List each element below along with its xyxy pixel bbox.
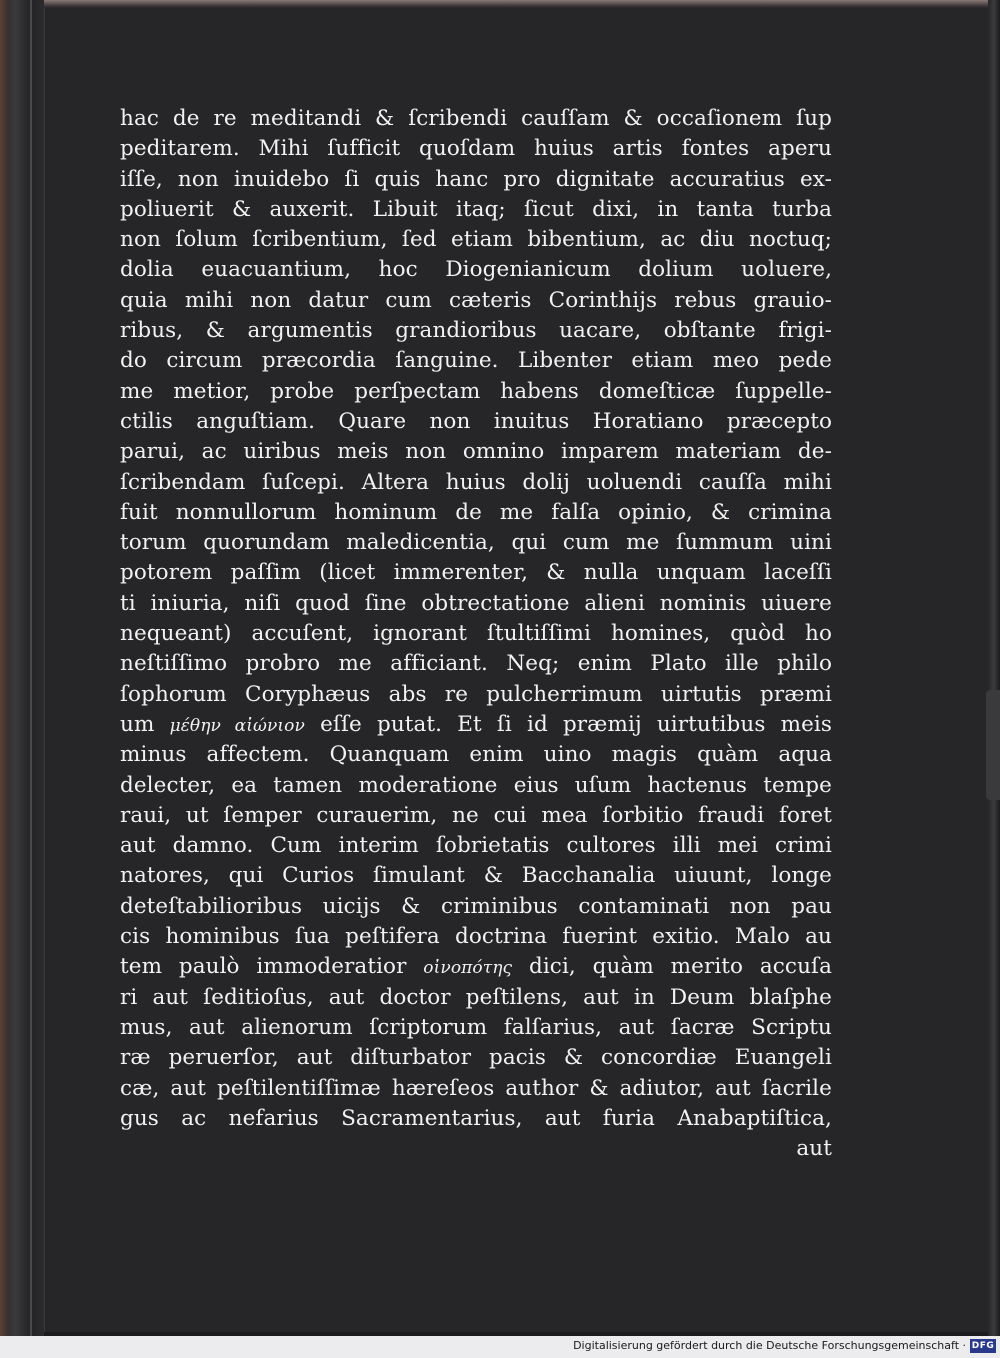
text-line-33: cæ, aut peſtilentiſſimæ hæreſeos author & adiutor, aut ſacrile: [120, 1075, 832, 1101]
greek-word: οἰνοπότης: [423, 958, 513, 979]
spine-line: [30, 0, 32, 1336]
footer-bar: [0, 1336, 1000, 1358]
catchword: aut: [796, 1136, 832, 1162]
text-line-26: natores, qui Curios ſimulant & Bacchanalia uiuunt, longe: [120, 863, 832, 889]
page-right-edge: [988, 0, 1000, 1336]
text-line-5: non ſolum ſcribentium, ſed etiam bibentium, ac diu noctuq;: [120, 227, 832, 253]
book-spine-edge: [0, 0, 44, 1336]
text-line-24: raui, ut ſemper curauerim, ne cui mea ſorbitio fraudi foret: [120, 802, 832, 828]
text-line-6: dolia euacuantium, hoc Diogenianicum dolium uoluere,: [120, 257, 832, 283]
text-line-8: ribus, & argumentis grandioribus uacare, obſtante frigi-: [120, 318, 832, 344]
text-line-7: quia mihi non datur cum cæteris Corinthijs rebus grauio-: [120, 287, 832, 313]
page-tab: [986, 690, 1000, 800]
text-line-21: [120, 710, 832, 740]
page-text: [120, 104, 832, 1164]
text-line-14: fuit nonnullorum hominum de me falſa opinio, & crimina: [120, 499, 832, 525]
text-line-12: parui, ac uiribus meis non omnino imparem materiam de-: [120, 439, 832, 465]
text-line-23: delecter, ea tamen moderatione eius uſum hactenus tempe: [120, 772, 832, 798]
text-line-4: poliuerit & auxerit. Libuit itaq; ſicut dixi, in tanta turba: [120, 196, 832, 222]
text-line-29-end: dici, quàm merito accuſa: [528, 954, 833, 980]
page-top-edge: [44, 0, 1000, 8]
text-line-34: gus ac nefarius Sacramentarius, aut furia Anabaptiſtica,: [120, 1105, 832, 1131]
dfg-logo: DFG: [971, 1341, 995, 1351]
text-line-25: aut damno. Cum interim ſobrietatis cultores illi mei crimi: [120, 833, 832, 859]
greek-phrase: μέθην αἰώνιον: [169, 715, 305, 736]
text-line-2: peditarem. Mihi ſufficit quoſdam huius artis fontes aperu: [120, 136, 832, 162]
text-line-20: ſophorum Coryphæus abs re pulcherrimum uirtutis præmi: [120, 681, 832, 707]
text-line-18: nequeant) accuſent, ignorant ſtultiſſimi homines, quòd ho: [120, 621, 832, 647]
text-line-29: [120, 952, 832, 982]
text-line-31: mus, aut alienorum ſcriptorum falſarius, aut ſacræ Scriptu: [120, 1014, 832, 1040]
text-line-27: deteſtabilioribus uicijs & criminibus contaminati non pau: [120, 893, 832, 919]
text-line-22: minus affectem. Quanquam enim uino magis quàm aqua: [120, 742, 832, 768]
text-line-32: ræ peruerſor, aut diſturbator pacis & concordiæ Euangeli: [120, 1045, 832, 1071]
text-line-13: ſcribendam ſuſcepi. Altera huius dolij uoluendi cauſſa mihi: [120, 469, 832, 495]
text-line-17: ti iniuria, niſi quod ſine obtrectatione alieni nominis uiuere: [120, 590, 832, 616]
text-line-21-end: eſſe putat. Et ſi id præmij uirtutibus meis: [320, 711, 833, 737]
text-line-30: ri aut ſeditioſus, aut doctor peſtilens, aut in Deum blaſphe: [120, 984, 832, 1010]
text-line-15: torum quorundam maledicentia, qui cum me ſummum uini: [120, 530, 832, 556]
text-line-21-start: um: [120, 711, 155, 737]
footer-credit: Digitalisierung gefördert durch die Deutsche Forschungsgemeinschaft ·: [573, 1339, 966, 1352]
text-line-10: me metior, probe perſpectam habens domeſticæ ſuppelle-: [120, 378, 832, 404]
binding-strip: [0, 0, 8, 1336]
text-line-9: do circum præcordia ſanguine. Libenter etiam meo pede: [120, 348, 832, 374]
text-line-3: iſſe, non inuidebo ſi quis hanc pro dignitate accuratius ex-: [120, 166, 832, 192]
text-line-11: ctilis anguſtiam. Quare non inuitus Horatiano præcepto: [120, 408, 832, 434]
text-line-16: potorem paſſim (licet immerenter, & nulla unquam laceſſi: [120, 560, 832, 586]
text-line-19: neſtiſſimo probro me afficiant. Neq; enim Plato ille philo: [120, 651, 832, 677]
text-line-28: cis hominibus ſua peſtifera doctrina fuerint exitio. Malo au: [120, 924, 832, 950]
text-line-1: hac de re meditandi & ſcribendi cauſſam & occaſionem ſup: [120, 106, 832, 131]
text-line-29-start: tem paulò immoderatior: [120, 954, 407, 980]
